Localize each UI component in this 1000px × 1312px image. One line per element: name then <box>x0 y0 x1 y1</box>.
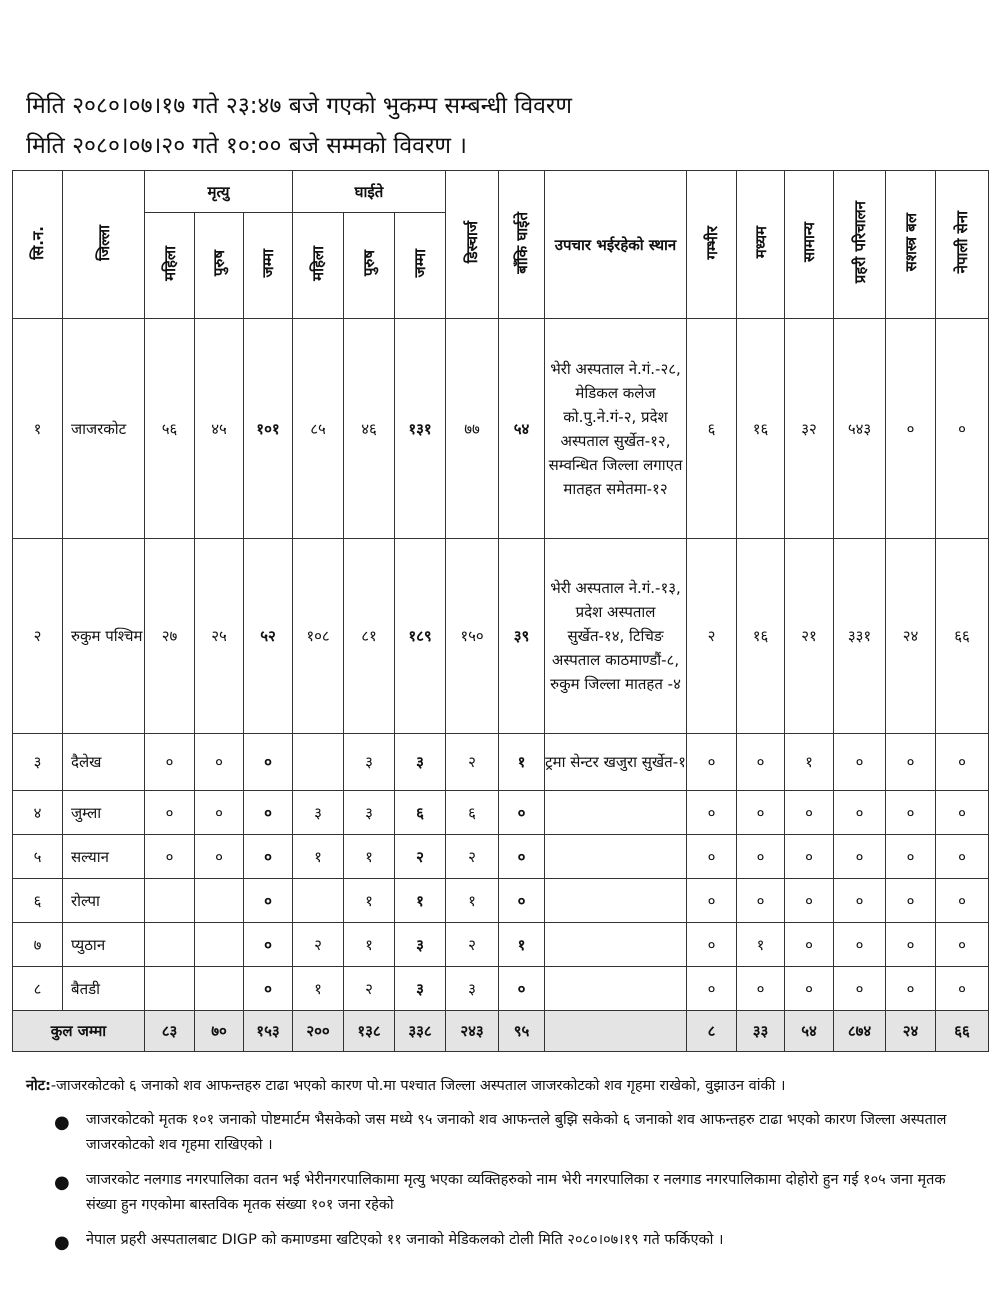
cell-sn: २ <box>13 539 63 734</box>
header-police: प्रहरी परिचालन <box>834 171 886 319</box>
cell-normal: ० <box>785 967 834 1011</box>
cell-apf: ० <box>886 791 936 835</box>
cell-district: बैतडी <box>63 967 145 1011</box>
note-text: -जाजरकोटको ६ जनाको शव आफन्तहरु टाढा भएको कारण पो.मा पश्चात जिल्ला अस्पताल जाजरकोटको शव गृहमा राखेको, वुझाउन वांकी । <box>50 1078 786 1094</box>
cell-remaining: ५४ <box>499 319 545 539</box>
cell-death-male <box>195 879 244 923</box>
cell-district: सल्यान <box>63 835 145 879</box>
cell-medium: १ <box>737 923 785 967</box>
cell-injured-male: ३ <box>344 734 395 791</box>
cell-district: रुकुम पश्चिम <box>63 539 145 734</box>
total-cell-serious: ८ <box>687 1011 737 1052</box>
cell-treatment-place <box>545 923 687 967</box>
cell-sn: ६ <box>13 879 63 923</box>
note <box>26 1074 976 1098</box>
cell-injured-male: ३ <box>344 791 395 835</box>
cell-district: जुम्ला <box>63 791 145 835</box>
cell-apf: ० <box>886 923 936 967</box>
cell-injured-total: २ <box>395 835 446 879</box>
table-row <box>13 539 989 734</box>
cell-treatment-place: ट्रमा सेन्टर खजुरा सुर्खेत-१ <box>545 734 687 791</box>
cell-sn: ८ <box>13 967 63 1011</box>
cell-discharge: २ <box>446 734 499 791</box>
list-item: ● जाजरकोटको मृतक १०१ जनाको पोष्टमार्टम भैसकेको जस मध्ये ९५ जनाको शव आफन्तले बुझि सकेको ६ जनाको शव आफन्तहरु टाढा भएको कारण जिल्ला अस्पताल जाजरकोटको शव गृहमा राखिएको । <box>54 1112 947 1153</box>
cell-apf: ० <box>886 734 936 791</box>
bullet-list <box>20 1108 980 1263</box>
cell-death-total: ० <box>244 967 293 1011</box>
cell-normal: ० <box>785 879 834 923</box>
cell-treatment-place: भेरी अस्पताल ने.गं.-१३, प्रदेश अस्पताल सुर्खेत-१४, टिचिङ अस्पताल काठमाण्डौं-८, रुकुम जिल्ला मातहत -४ <box>545 539 687 734</box>
total-label: कुल जम्मा <box>13 1011 145 1052</box>
cell-injured-female: २ <box>293 923 344 967</box>
cell-treatment-place <box>545 879 687 923</box>
total-cell-treatment-place <box>545 1011 687 1052</box>
cell-army: ० <box>936 835 989 879</box>
header-death-male: पुरुष <box>195 213 244 319</box>
cell-district: जाजरकोट <box>63 319 145 539</box>
cell-death-total: ० <box>244 879 293 923</box>
cell-remaining: १ <box>499 923 545 967</box>
title-line-2: मिति २०८०।०७।२० गते १०:०० बजे सम्मको विवरण । <box>26 133 468 159</box>
cell-death-total: ५२ <box>244 539 293 734</box>
cell-apf: ० <box>886 879 936 923</box>
cell-medium: १६ <box>737 539 785 734</box>
bullet-icon: ● <box>54 1172 70 1193</box>
cell-police: ० <box>834 923 886 967</box>
cell-injured-total: ३ <box>395 923 446 967</box>
header-death-female: महिला <box>145 213 195 319</box>
cell-medium: ० <box>737 967 785 1011</box>
cell-army: ० <box>936 734 989 791</box>
cell-injured-male: ४६ <box>344 319 395 539</box>
cell-army: ६६ <box>936 539 989 734</box>
cell-police: ५४३ <box>834 319 886 539</box>
cell-remaining: ० <box>499 791 545 835</box>
list-item: ● नेपाल प्रहरी अस्पतालबाट DIGP को कमाण्डमा खटिएको ११ जनाको मेडिकलको टोली मिति २०८०।०७।१९ गते फर्किएको । <box>54 1232 724 1253</box>
cell-serious: ० <box>687 967 737 1011</box>
cell-sn: १ <box>13 319 63 539</box>
cell-injured-total: १ <box>395 879 446 923</box>
table-row <box>13 791 989 835</box>
cell-death-total: ० <box>244 734 293 791</box>
header-apf: सशस्त्र बल <box>886 171 936 319</box>
cell-medium: ० <box>737 835 785 879</box>
total-cell-injured-male: १३८ <box>344 1011 395 1052</box>
cell-medium: १६ <box>737 319 785 539</box>
cell-death-male: २५ <box>195 539 244 734</box>
cell-death-female: ० <box>145 734 195 791</box>
cell-death-male: ० <box>195 835 244 879</box>
cell-death-total: १०१ <box>244 319 293 539</box>
cell-death-male: ४५ <box>195 319 244 539</box>
cell-serious: ६ <box>687 319 737 539</box>
cell-apf: ० <box>886 319 936 539</box>
header-injured: घाईते <box>293 171 446 213</box>
total-cell-apf: २४ <box>886 1011 936 1052</box>
header-place: उपचार भईरहेको स्थान <box>545 171 687 319</box>
cell-treatment-place <box>545 791 687 835</box>
cell-discharge: २ <box>446 923 499 967</box>
header-injured-female: महिला <box>293 213 344 319</box>
table-row <box>13 734 989 791</box>
cell-death-male: ० <box>195 791 244 835</box>
cell-police: ० <box>834 734 886 791</box>
total-cell-police: ८७४ <box>834 1011 886 1052</box>
cell-death-female: ५६ <box>145 319 195 539</box>
header-sn: सि.न. <box>13 171 63 319</box>
table-row <box>13 319 989 539</box>
cell-death-female: २७ <box>145 539 195 734</box>
cell-army: ० <box>936 967 989 1011</box>
cell-apf: ० <box>886 967 936 1011</box>
header-medium: मध्यम <box>737 171 785 319</box>
cell-sn: ४ <box>13 791 63 835</box>
cell-treatment-place <box>545 835 687 879</box>
note-label: नोट: <box>26 1078 51 1094</box>
cell-death-female <box>145 967 195 1011</box>
header-normal: सामान्य <box>785 171 834 319</box>
header-serious: गम्भीर <box>687 171 737 319</box>
cell-death-total: ० <box>244 835 293 879</box>
cell-treatment-place: भेरी अस्पताल ने.गं.-२८, मेडिकल कलेज को.पु.ने.गं-२, प्रदेश अस्पताल सुर्खेत-१२, सम्वन्धित जिल्ला लगाएत मातहत समेतमा-१२ <box>545 319 687 539</box>
cell-injured-total: १८९ <box>395 539 446 734</box>
cell-police: ० <box>834 879 886 923</box>
cell-police: ० <box>834 967 886 1011</box>
header-remaining: बाँकि घाईते <box>499 171 545 319</box>
cell-death-total: ० <box>244 791 293 835</box>
cell-death-male: ० <box>195 734 244 791</box>
cell-sn: ३ <box>13 734 63 791</box>
cell-medium: ० <box>737 879 785 923</box>
total-row <box>13 1011 989 1052</box>
total-cell-medium: ३३ <box>737 1011 785 1052</box>
cell-death-female <box>145 879 195 923</box>
table-row <box>13 923 989 967</box>
total-cell-death-total: १५३ <box>244 1011 293 1052</box>
cell-district: दैलेख <box>63 734 145 791</box>
cell-death-total: ० <box>244 923 293 967</box>
bullet-icon: ● <box>54 1112 70 1133</box>
cell-apf: ० <box>886 835 936 879</box>
cell-army: ० <box>936 923 989 967</box>
cell-injured-female: ३ <box>293 791 344 835</box>
report-title <box>26 86 572 166</box>
earthquake-report-table <box>12 170 989 1052</box>
cell-serious: ० <box>687 734 737 791</box>
cell-normal: ३२ <box>785 319 834 539</box>
cell-injured-male: ८१ <box>344 539 395 734</box>
cell-normal: २१ <box>785 539 834 734</box>
cell-discharge: ६ <box>446 791 499 835</box>
total-cell-army: ६६ <box>936 1011 989 1052</box>
table-row <box>13 967 989 1011</box>
total-cell-remaining: ९५ <box>499 1011 545 1052</box>
cell-discharge: १५० <box>446 539 499 734</box>
cell-discharge: २ <box>446 835 499 879</box>
cell-army: ० <box>936 319 989 539</box>
cell-injured-male: १ <box>344 835 395 879</box>
cell-injured-male: १ <box>344 923 395 967</box>
cell-injured-total: १३१ <box>395 319 446 539</box>
cell-injured-total: ३ <box>395 967 446 1011</box>
cell-remaining: ० <box>499 835 545 879</box>
cell-medium: ० <box>737 791 785 835</box>
cell-injured-female <box>293 879 344 923</box>
cell-death-female <box>145 923 195 967</box>
header-death-total: जम्मा <box>244 213 293 319</box>
cell-sn: ५ <box>13 835 63 879</box>
cell-discharge: ३ <box>446 967 499 1011</box>
cell-death-male <box>195 967 244 1011</box>
cell-apf: २४ <box>886 539 936 734</box>
header-district: जिल्ला <box>63 171 145 319</box>
cell-discharge: १ <box>446 879 499 923</box>
cell-normal: ० <box>785 923 834 967</box>
total-cell-death-female: ८३ <box>145 1011 195 1052</box>
cell-army: ० <box>936 791 989 835</box>
cell-district: रोल्पा <box>63 879 145 923</box>
total-cell-death-male: ७० <box>195 1011 244 1052</box>
cell-injured-female <box>293 734 344 791</box>
cell-injured-male: १ <box>344 879 395 923</box>
cell-remaining: १ <box>499 734 545 791</box>
cell-serious: ० <box>687 835 737 879</box>
cell-treatment-place <box>545 967 687 1011</box>
total-cell-injured-female: २०० <box>293 1011 344 1052</box>
cell-police: ० <box>834 791 886 835</box>
cell-normal: ० <box>785 835 834 879</box>
cell-injured-total: ३ <box>395 734 446 791</box>
cell-serious: २ <box>687 539 737 734</box>
cell-injured-female: १ <box>293 835 344 879</box>
cell-district: प्युठान <box>63 923 145 967</box>
header-discharge: डिस्चार्ज <box>446 171 499 319</box>
cell-death-female: ० <box>145 835 195 879</box>
title-line-1: मिति २०८०।०७।१७ गते २३:४७ बजे गएको भुकम्प सम्बन्धी विवरण <box>26 93 572 119</box>
cell-sn: ७ <box>13 923 63 967</box>
total-cell-normal: ५४ <box>785 1011 834 1052</box>
cell-army: ० <box>936 879 989 923</box>
cell-death-male <box>195 923 244 967</box>
cell-injured-total: ६ <box>395 791 446 835</box>
header-injured-male: पुरुष <box>344 213 395 319</box>
cell-serious: ० <box>687 791 737 835</box>
list-item: ● जाजरकोट नलगाड नगरपालिका वतन भई भेरीनगरपालिकामा मृत्यु भएका व्यक्तिहरुको नाम भेरी नगरपालिका र नलगाड नगरपालिकामा दोहोरो हुन गई १०५ जना मृतक संख्या हुन गएकोमा बास्तविक मृतक संख्या १०१ जना रहेको <box>54 1172 946 1213</box>
cell-normal: १ <box>785 734 834 791</box>
cell-discharge: ७७ <box>446 319 499 539</box>
table-row <box>13 879 989 923</box>
cell-serious: ० <box>687 879 737 923</box>
header-injured-total: जम्मा <box>395 213 446 319</box>
bullet-icon: ● <box>54 1232 70 1253</box>
cell-police: ० <box>834 835 886 879</box>
table-row <box>13 835 989 879</box>
cell-death-female: ० <box>145 791 195 835</box>
cell-police: ३३१ <box>834 539 886 734</box>
total-cell-injured-total: ३३८ <box>395 1011 446 1052</box>
cell-remaining: ३९ <box>499 539 545 734</box>
total-cell-discharge: २४३ <box>446 1011 499 1052</box>
cell-injured-female: १ <box>293 967 344 1011</box>
cell-normal: ० <box>785 791 834 835</box>
cell-remaining: ० <box>499 967 545 1011</box>
cell-injured-female: ८५ <box>293 319 344 539</box>
cell-medium: ० <box>737 734 785 791</box>
cell-remaining: ० <box>499 879 545 923</box>
header-death: मृत्यु <box>145 171 293 213</box>
cell-injured-male: २ <box>344 967 395 1011</box>
cell-serious: ० <box>687 923 737 967</box>
cell-injured-female: १०८ <box>293 539 344 734</box>
header-army: नेपाली सेना <box>936 171 989 319</box>
